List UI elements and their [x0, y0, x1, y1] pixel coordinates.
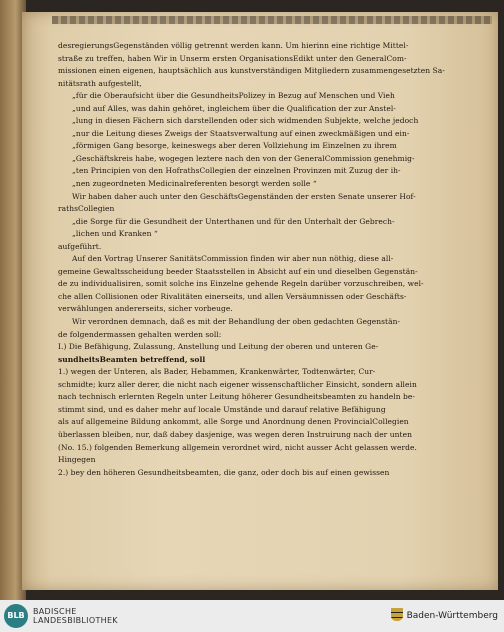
viewer-footer [0, 600, 504, 632]
text-line: 2.) bey den höheren Gesundheitsbeamten, die ganz, oder doch bis auf einen gewissen [58, 467, 390, 477]
text-line: Hingegen [58, 455, 96, 465]
text-line: aufgeführt. [58, 241, 102, 251]
text-line: 1.) wegen der Unteren, als Bader, Hebammen, Krankenwärter, Todtenwärter, Cur- [58, 367, 376, 377]
text-line: „lichen und Kranken “ [72, 229, 158, 239]
text-line: desregierungsGegenständen völlig getrennt werden kann. Um hierinn eine richtige Mittel- [58, 41, 409, 50]
text-line: stimmt sind, und es daher mehr auf locale Umstände und darauf relative Befähigung [58, 404, 386, 414]
text-line: de zu individualisiren, somit solche ins Einzelne gehende Regeln darüber vorzuschreiben, wel- [58, 279, 424, 289]
text-line: Auf den Vortrag Unserer SanitätsCommission finden wir aber nun nöthig, diese all- [72, 254, 394, 264]
text-line: „ten Principien von den HofrathsCollegien der einzelnen Provinzen mit Zuzug der ih- [72, 166, 401, 176]
text-line: überlassen bleiben, nur, daß dabey dasjenige, was wegen deren Instruirung nach der unten [58, 429, 412, 439]
text-line: „lung in diesen Fächern sich darstellenden oder sich widmenden Subjekte, welche jedoch [72, 116, 419, 126]
text-line: straße zu treffen, haben Wir in Unserm ersten OrganisationsEdikt unter den GeneralCom- [58, 53, 407, 63]
text-line: sundheitsBeamten betreffend, soll [58, 354, 206, 364]
text-line: schmidte; kurz aller derer, die nicht nach eigener wissenschaftlicher Einsicht, sondern allein [58, 379, 417, 389]
text-line: „die Sorge für die Gesundheit der Unterthanen und für den Unterhalt der Gebrech- [72, 216, 395, 226]
page-text [58, 40, 478, 479]
text-line: „für die Oberaufsicht über die GesundheitsPolizey in Bezug auf Menschen und Vieh [72, 91, 395, 101]
text-line: missionen einen eigenen, hauptsächlich aus kunstverständigen Mitgliedern zusammengesetzten Sa- [58, 66, 445, 76]
blb-logo-icon[interactable]: BLB [4, 604, 28, 628]
library-name-line1: BADISCHE [33, 607, 77, 616]
text-line: verwählungen andererseits, sicher vorbeuge. [58, 304, 233, 314]
page-ornament [52, 16, 492, 24]
coat-of-arms-icon [391, 608, 403, 621]
text-line: rathsCollegien [58, 204, 115, 214]
text-line: „nur die Leitung dieses Zweigs der Staatsverwaltung auf einen zweckmäßigen und ein- [72, 128, 410, 138]
text-line: de folgendermassen gehalten werden soll: [58, 329, 222, 339]
text-line: (No. 15.) folgenden Bemerkung allgemein verordnet wird, nicht ausser Acht gelassen werde. [58, 442, 417, 452]
text-line: „Geschäftskreis habe, wogegen leztere nach den von der GeneralCommission genehmig- [72, 153, 415, 163]
text-line: „und auf Alles, was dahin gehöret, ingleichem über die Qualification der zur Anstel- [72, 103, 396, 113]
library-name[interactable] [33, 607, 118, 625]
text-line: gemeine Gewaltsscheidung beeder Staatsstellen in Absicht auf ein und dieselben Gegenstän- [58, 266, 418, 276]
text-line: „förmigen Gang besorge, keineswegs aber deren Vollziehung im Einzelnen zu ihrem [72, 141, 397, 151]
state-name: Baden-Württemberg [406, 611, 498, 621]
text-line: Wir verordnen demnach, daß es mit der Behandlung der oben gedachten Gegenstän- [72, 317, 401, 327]
state-logo[interactable] [391, 608, 498, 621]
library-name-line2: LANDESBIBLIOTHEK [33, 616, 118, 625]
text-line: I.) Die Befähigung, Zulassung, Anstellung und Leitung der oberen und unteren Ge- [58, 342, 379, 352]
text-line: als auf allgemeine Bildung ankommt, alle Sorge und Anordnung denen ProvincialCollegien [58, 417, 409, 427]
text-line: Wir haben daher auch unter den GeschäftsGegenständen der ersten Senate unserer Hof- [72, 191, 416, 201]
text-line: nitätsrath aufgestellt, [58, 78, 142, 88]
text-line: „nen zugeordneten Medicinalreferenten besorgt werden solle “ [72, 179, 317, 189]
text-line: che allen Collisionen oder Rivalitäten einerseits, und allen Versäumnissen oder Geschäfts- [58, 291, 407, 301]
text-line: nach technisch erlernten Regeln unter Leitung höherer Gesundheitsbeamten zu handeln be- [58, 392, 415, 402]
